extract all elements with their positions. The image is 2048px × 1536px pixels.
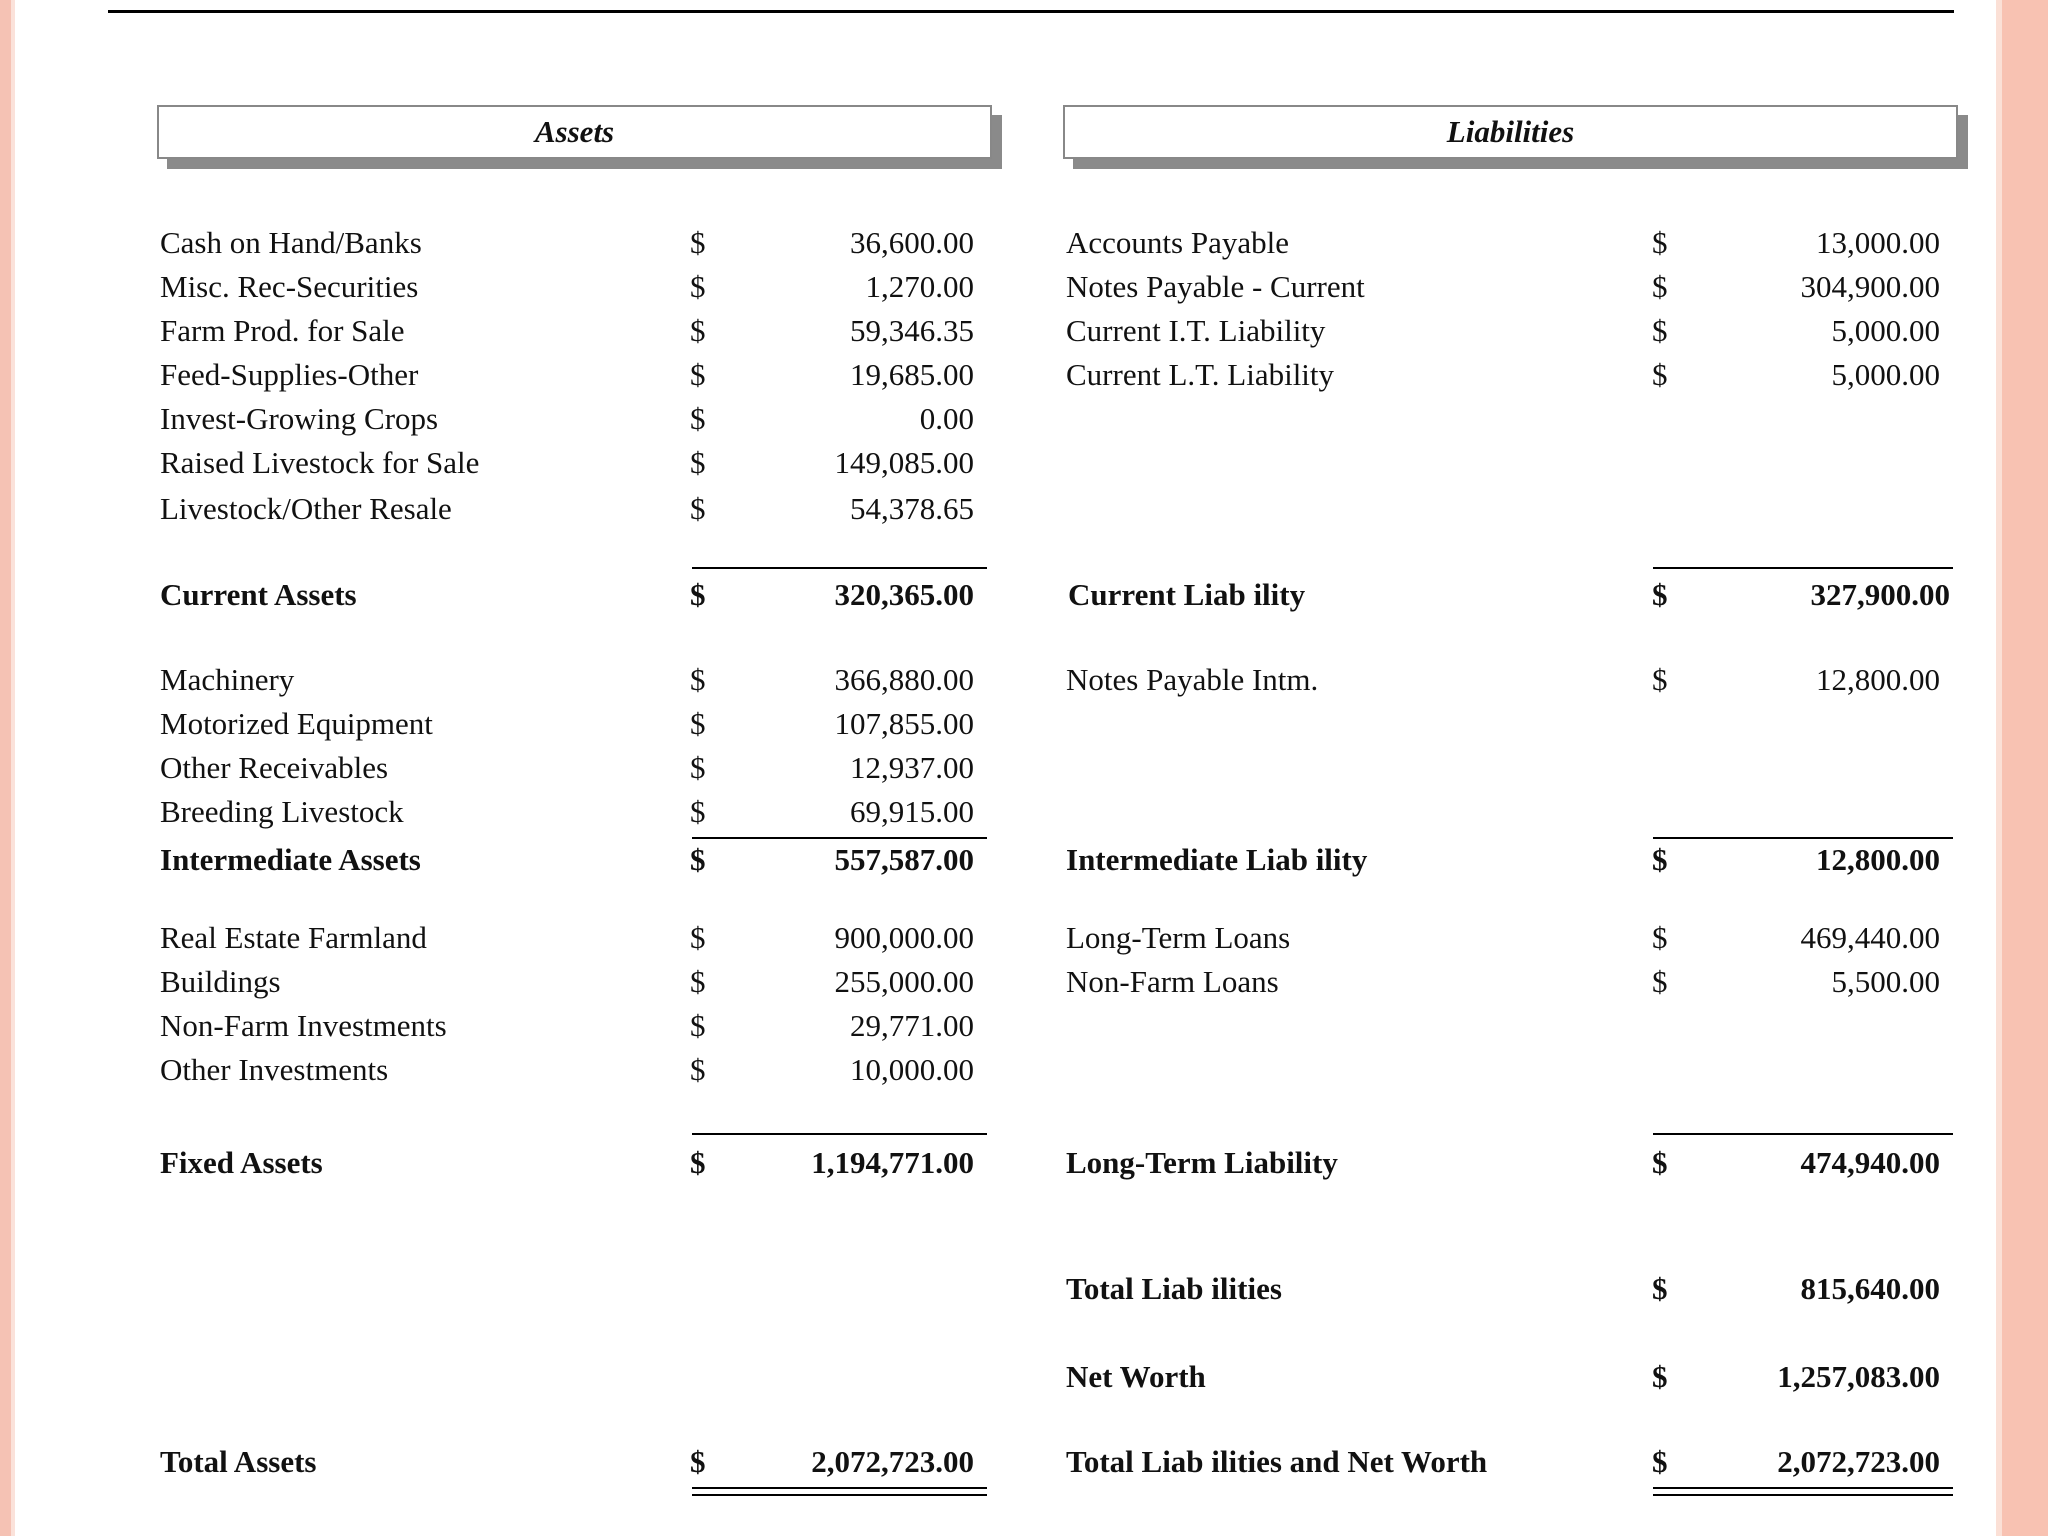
- currency-symbol: $: [1652, 269, 1668, 304]
- currency-symbol: $: [690, 577, 706, 612]
- asset-amount: 19,685.00: [850, 357, 974, 392]
- liability-label: Current I.T. Liability: [1066, 313, 1326, 348]
- total-label: Long-Term Liability: [1066, 1145, 1338, 1180]
- asset-label: Breeding Livestock: [160, 794, 404, 829]
- total-amount: 1,194,771.00: [811, 1145, 974, 1180]
- fixed-assets-total: [160, 1141, 990, 1185]
- asset-row: [160, 487, 990, 531]
- currency-symbol: $: [1652, 842, 1668, 877]
- liability-row: [1066, 221, 1956, 265]
- total-amount: 12,800.00: [1816, 842, 1940, 877]
- currency-symbol: $: [1652, 357, 1668, 392]
- asset-row: [160, 916, 990, 960]
- total-amount: 557,587.00: [834, 842, 974, 877]
- asset-row: [160, 658, 990, 702]
- asset-row: [160, 702, 990, 746]
- currency-symbol: $: [690, 445, 706, 480]
- currency-symbol: $: [1652, 964, 1668, 999]
- asset-label: Cash on Hand/Banks: [160, 225, 422, 260]
- asset-row: [160, 746, 990, 790]
- liability-amount: 5,500.00: [1831, 964, 1940, 999]
- liability-label: Current L.T. Liability: [1066, 357, 1335, 392]
- currency-symbol: $: [1652, 920, 1668, 955]
- total-liabilities-and-net-worth: [1066, 1440, 1956, 1484]
- asset-row: [160, 221, 990, 265]
- intermediate-liability-total: [1066, 838, 1956, 882]
- asset-label: Buildings: [160, 964, 281, 999]
- liability-label: Notes Payable Intm.: [1066, 662, 1319, 697]
- current-liability-total: [1066, 573, 1956, 617]
- liability-label: Accounts Payable: [1066, 225, 1289, 260]
- asset-amount: 12,937.00: [850, 750, 974, 785]
- asset-label: Motorized Equipment: [160, 706, 433, 741]
- currency-symbol: $: [690, 706, 706, 741]
- asset-row: [160, 353, 990, 397]
- double-underline-top: [692, 1487, 987, 1489]
- asset-amount: 0.00: [919, 401, 974, 436]
- asset-row: [160, 960, 990, 1004]
- currency-symbol: $: [1652, 1359, 1668, 1394]
- liability-label: Long-Term Loans: [1066, 920, 1291, 955]
- currency-symbol: $: [690, 750, 706, 785]
- total-assets: [160, 1440, 990, 1484]
- currency-symbol: $: [690, 1145, 706, 1180]
- asset-amount: 59,346.35: [850, 313, 974, 348]
- total-amount: 474,940.00: [1800, 1145, 1940, 1180]
- total-amount: 815,640.00: [1800, 1271, 1940, 1306]
- liability-amount: 5,000.00: [1831, 357, 1940, 392]
- asset-label: Invest-Growing Crops: [160, 401, 439, 436]
- currency-symbol: $: [690, 357, 706, 392]
- currency-symbol: $: [1652, 1145, 1668, 1180]
- currency-symbol: $: [690, 964, 706, 999]
- liability-amount: 12,800.00: [1816, 662, 1940, 697]
- currency-symbol: $: [690, 920, 706, 955]
- liability-row: [1066, 353, 1956, 397]
- currency-symbol: $: [1652, 1444, 1668, 1479]
- liability-row: [1066, 265, 1956, 309]
- double-underline-top: [1653, 1487, 1953, 1489]
- currency-symbol: $: [690, 401, 706, 436]
- currency-symbol: $: [1652, 577, 1668, 612]
- currency-symbol: $: [690, 662, 706, 697]
- asset-row: [160, 790, 990, 834]
- currency-symbol: $: [690, 1052, 706, 1087]
- asset-row: [160, 441, 990, 485]
- asset-label: Farm Prod. for Sale: [160, 313, 405, 348]
- subtotal-rule: [692, 1133, 987, 1135]
- liability-row: [1066, 916, 1956, 960]
- asset-label: Real Estate Farmland: [160, 920, 427, 955]
- asset-amount: 69,915.00: [850, 794, 974, 829]
- current-assets-total: [160, 573, 990, 617]
- asset-amount: 1,270.00: [865, 269, 974, 304]
- asset-amount: 54,378.65: [850, 491, 974, 526]
- asset-label: Machinery: [160, 662, 295, 697]
- asset-row: [160, 1048, 990, 1092]
- currency-symbol: $: [1652, 1271, 1668, 1306]
- double-underline-bottom: [1653, 1494, 1953, 1496]
- currency-symbol: $: [1652, 313, 1668, 348]
- total-amount: 2,072,723.00: [811, 1444, 974, 1479]
- currency-symbol: $: [690, 794, 706, 829]
- double-underline-bottom: [692, 1494, 987, 1496]
- asset-amount: 10,000.00: [850, 1052, 974, 1087]
- liability-amount: 5,000.00: [1831, 313, 1940, 348]
- asset-amount: 36,600.00: [850, 225, 974, 260]
- currency-symbol: $: [690, 1444, 706, 1479]
- asset-amount: 366,880.00: [834, 662, 974, 697]
- right-border-stripe: [1996, 0, 2048, 1536]
- asset-amount: 149,085.00: [834, 445, 974, 480]
- total-amount: 327,900.00: [1810, 577, 1950, 612]
- liability-row: [1066, 309, 1956, 353]
- total-label: Current Liab ility: [1068, 577, 1306, 612]
- currency-symbol: $: [690, 491, 706, 526]
- asset-label: Other Investments: [160, 1052, 389, 1087]
- asset-row: [160, 309, 990, 353]
- total-amount: 2,072,723.00: [1777, 1444, 1940, 1479]
- asset-label: Non-Farm Investments: [160, 1008, 447, 1043]
- total-label: Fixed Assets: [160, 1145, 323, 1180]
- liabilities-header: Liabilities: [1063, 105, 1958, 159]
- subtotal-rule: [1653, 1133, 1953, 1135]
- asset-amount: 107,855.00: [834, 706, 974, 741]
- currency-symbol: $: [690, 1008, 706, 1043]
- total-label: Total Liab ilities and Net Worth: [1066, 1444, 1488, 1479]
- asset-label: Feed-Supplies-Other: [160, 357, 419, 392]
- liability-amount: 13,000.00: [1816, 225, 1940, 260]
- net-worth: [1066, 1355, 1956, 1399]
- total-amount: 1,257,083.00: [1777, 1359, 1940, 1394]
- asset-amount: 900,000.00: [834, 920, 974, 955]
- intermediate-assets-total: [160, 838, 990, 882]
- left-border-stripe: [0, 0, 15, 1536]
- subtotal-rule: [692, 567, 987, 569]
- currency-symbol: $: [690, 269, 706, 304]
- currency-symbol: $: [1652, 225, 1668, 260]
- asset-label: Other Receivables: [160, 750, 389, 785]
- top-rule: [108, 10, 1954, 13]
- total-label: Current Assets: [160, 577, 357, 612]
- total-label: Intermediate Liab ility: [1066, 842, 1368, 877]
- liability-label: Non-Farm Loans: [1066, 964, 1279, 999]
- liability-label: Notes Payable - Current: [1066, 269, 1365, 304]
- longterm-liability-total: [1066, 1141, 1956, 1185]
- asset-row: [160, 397, 990, 441]
- asset-amount: 29,771.00: [850, 1008, 974, 1043]
- currency-symbol: $: [690, 842, 706, 877]
- liability-amount: 469,440.00: [1800, 920, 1940, 955]
- total-label: Net Worth: [1066, 1359, 1206, 1394]
- total-label: Total Assets: [160, 1444, 317, 1479]
- total-label: Total Liab ilities: [1066, 1271, 1282, 1306]
- asset-row: [160, 265, 990, 309]
- currency-symbol: $: [690, 313, 706, 348]
- currency-symbol: $: [690, 225, 706, 260]
- subtotal-rule: [1653, 567, 1953, 569]
- currency-symbol: $: [1652, 662, 1668, 697]
- asset-label: Livestock/Other Resale: [160, 491, 452, 526]
- asset-label: Raised Livestock for Sale: [160, 445, 480, 480]
- asset-label: Misc. Rec-Securities: [160, 269, 419, 304]
- liability-row: [1066, 960, 1956, 1004]
- total-amount: 320,365.00: [834, 577, 974, 612]
- total-label: Intermediate Assets: [160, 842, 421, 877]
- liability-row: [1066, 658, 1956, 702]
- assets-header: Assets: [157, 105, 992, 159]
- total-liabilities: [1066, 1267, 1956, 1311]
- asset-amount: 255,000.00: [834, 964, 974, 999]
- liability-amount: 304,900.00: [1800, 269, 1940, 304]
- asset-row: [160, 1004, 990, 1048]
